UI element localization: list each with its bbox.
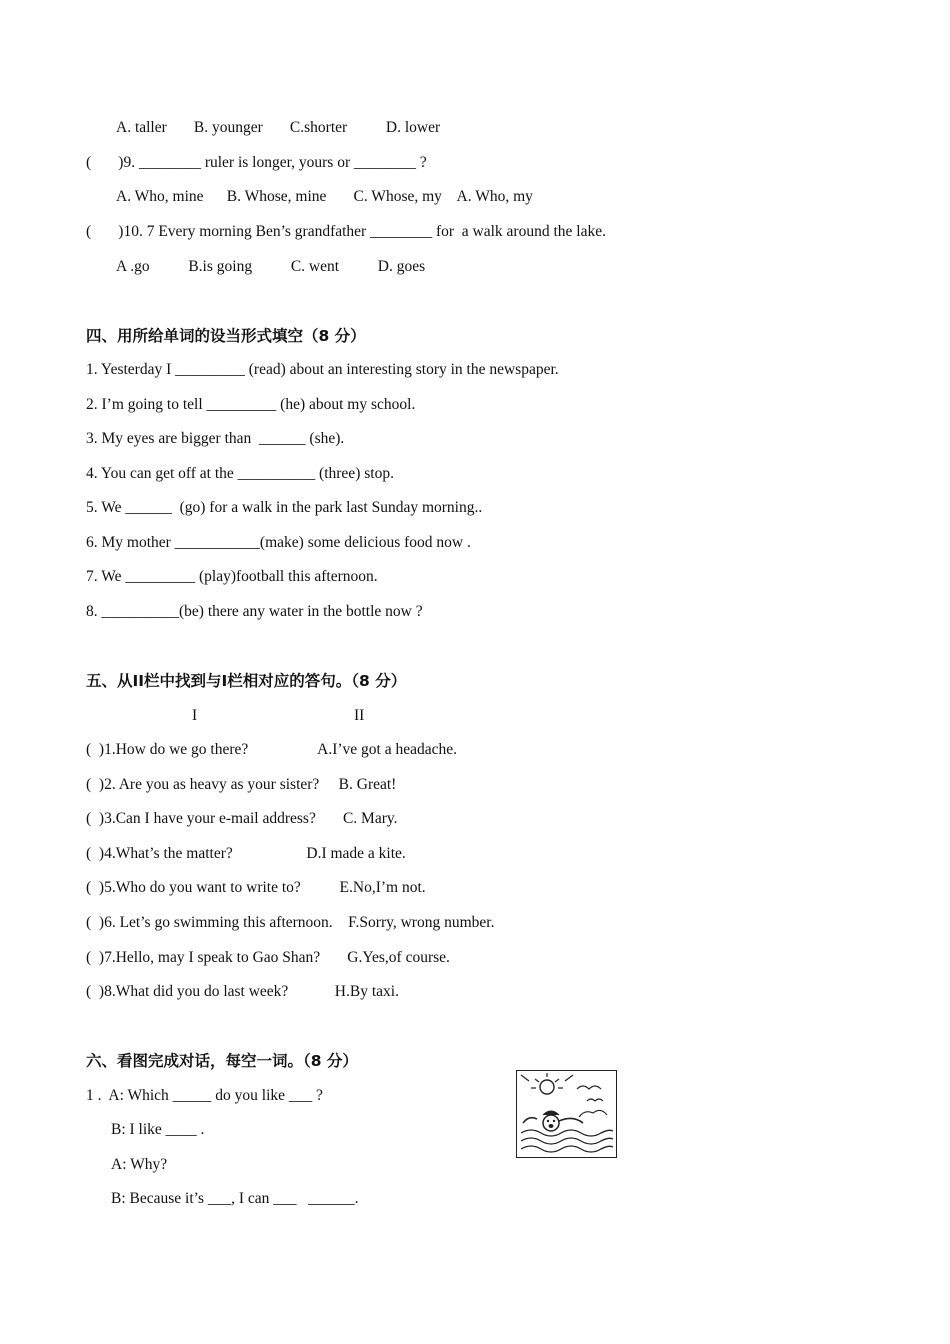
s5-row-7: ( )7.Hello, may I speak to Gao Shan? G.Yes,of course.	[86, 949, 450, 966]
s4-item-5: 5. We ______ (go) for a walk in the park last Sunday morning..	[86, 499, 483, 516]
s5-row-1: ( )1.How do we go there? A.I’ve got a headache.	[86, 741, 458, 758]
s6-line-4: B: Because it’s ___, I can ___ ______.	[111, 1190, 359, 1207]
s5-row-4: ( )4.What’s the matter? D.I made a kite.	[86, 845, 406, 862]
column-header-I: I	[192, 707, 198, 724]
s6-line-2: B: I like ____ .	[111, 1121, 205, 1138]
s5-row-2: ( )2. Are you as heavy as your sister? B. Great!	[86, 776, 397, 793]
column-header-II: II	[354, 707, 365, 724]
q10-question: ( )10. 7 Every morning Ben’s grandfather ________ for a walk around the lake.	[86, 223, 606, 240]
q8-options: A. taller B. younger C.shorter D. lower	[116, 119, 441, 136]
s4-item-1: 1. Yesterday I _________ (read) about an interesting story in the newspaper.	[86, 361, 559, 378]
swimming-picture	[516, 1070, 617, 1158]
q9-options: A. Who, mine B. Whose, mine C. Whose, my A. Who, my	[116, 188, 533, 205]
s4-item-2: 2. I’m going to tell _________ (he) about my school.	[86, 396, 416, 413]
section4-heading: 四、用所给单词的设当形式填空（8 分）	[86, 327, 366, 345]
s6-line-3: A: Why?	[111, 1156, 168, 1173]
s5-row-8: ( )8.What did you do last week? H.By taxi.	[86, 983, 399, 1000]
s5-row-5: ( )5.Who do you want to write to? E.No,I’m not.	[86, 879, 426, 896]
section5-heading: 五、从II栏中找到与I栏相对应的答句。（8 分）	[86, 672, 407, 690]
q9-question: ( )9. ________ ruler is longer, yours or ________ ?	[86, 154, 427, 171]
sun-and-swimmer-icon	[517, 1071, 615, 1156]
s6-line-1: 1 . A: Which _____ do you like ___ ?	[86, 1087, 323, 1104]
q10-options: A .go B.is going C. went D. goes	[116, 258, 426, 275]
s4-item-6: 6. My mother ___________(make) some delicious food now .	[86, 534, 471, 551]
s4-item-8: 8. __________(be) there any water in the bottle now ?	[86, 603, 423, 620]
s4-item-7: 7. We _________ (play)football this afternoon.	[86, 568, 378, 585]
s5-row-6: ( )6. Let’s go swimming this afternoon. F.Sorry, wrong number.	[86, 914, 495, 931]
s4-item-4: 4. You can get off at the __________ (three) stop.	[86, 465, 394, 482]
s4-item-3: 3. My eyes are bigger than ______ (she).	[86, 430, 345, 447]
s5-row-3: ( )3.Can I have your e-mail address? C. Mary.	[86, 810, 398, 827]
section6-heading: 六、看图完成对话，每空一词。（8 分）	[86, 1052, 358, 1070]
